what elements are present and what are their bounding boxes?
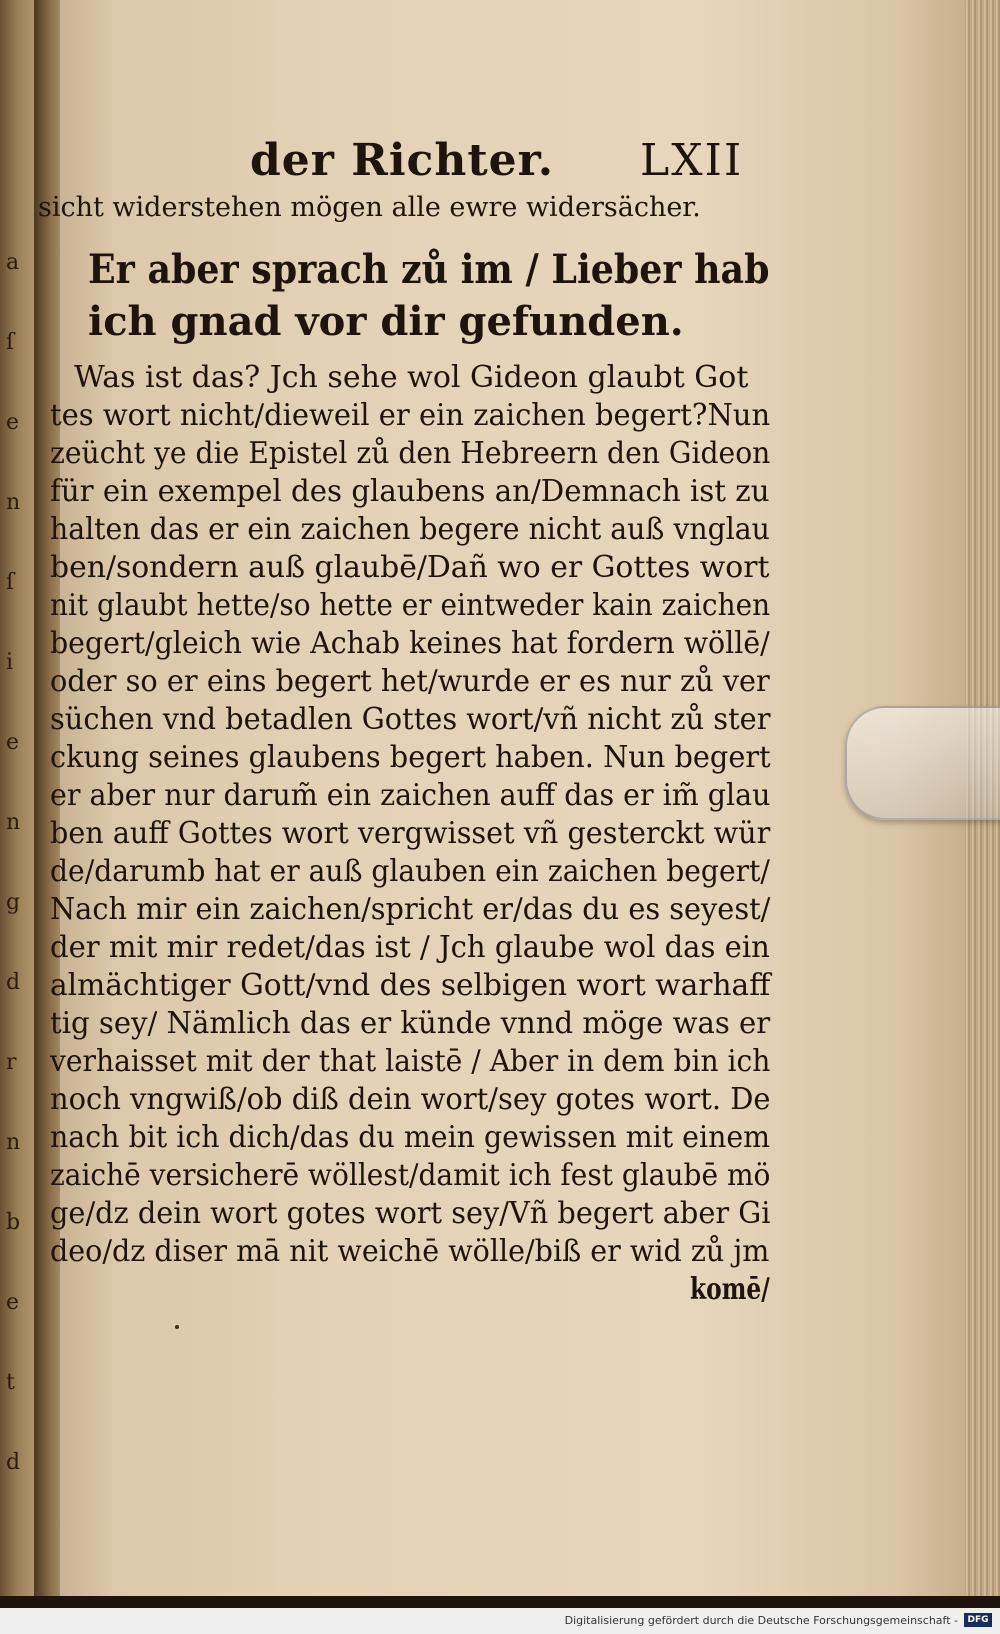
- text-line: nit glaubt hette/so hette er eintweder kain zaichen: [50, 588, 771, 623]
- text-line: für ein exempel des glaubens an/Demnach ist zu: [50, 474, 770, 509]
- text-line: nach bit ich dich/das du mein gewissen mit einem: [50, 1120, 771, 1155]
- text-line: ge/dz dein wort gotes wort sey/Vñ begert aber Gi: [50, 1196, 771, 1231]
- dfg-logo: DFG: [964, 1613, 992, 1627]
- left-page-fragment: n: [6, 490, 21, 515]
- text-line: der mit mir redet/das ist / Jch glaube wol das ein: [50, 930, 770, 965]
- text-line: de/darumb hat er auß glauben ein zaichen begert/: [50, 854, 770, 889]
- left-page-fragment: g: [6, 890, 21, 915]
- text-line: ckung seines glaubens begert haben. Nun begert: [50, 740, 771, 775]
- catchword: komē/: [690, 1272, 770, 1307]
- folio-number: LXII: [640, 135, 744, 186]
- left-page-fragment: r: [6, 1050, 17, 1075]
- left-page-fragment: n: [6, 810, 21, 835]
- left-page-fragment: e: [6, 1290, 20, 1315]
- text-line: begert/gleich wie Achab keines hat fordern wöllē/: [50, 626, 770, 661]
- left-page-fragment: ſ: [6, 570, 15, 595]
- text-line: Nach mir ein zaichen/spricht er/das du es seyest/: [50, 892, 771, 927]
- left-page-fragment: d: [6, 970, 21, 995]
- funding-credit: Digitalisierung gefördert durch die Deutsche Forschungsgemeinschaft -: [564, 1614, 958, 1627]
- text-line: halten das er ein zaichen begere nicht auß vnglau: [50, 512, 770, 547]
- left-page-fragment: n: [6, 1130, 21, 1155]
- text-line: ben/sondern auß glaubē/Dañ wo er Gottes wort: [50, 550, 770, 585]
- left-page-fragment: i: [6, 650, 14, 675]
- text-line: deo/dz diser mā nit weichē wölle/biß er wid zů jm: [50, 1234, 770, 1269]
- text-line: sicht widerstehen mögen alle ewre widersächer.: [38, 192, 701, 223]
- heading-line: ich gnad vor dir gefunden.: [88, 298, 684, 345]
- text-line: süchen vnd betadlen Gottes wort/vñ nicht zů ster: [50, 702, 771, 737]
- text-line: oder so er eins begert het/wurde er es nur zů ver: [50, 664, 770, 699]
- text-line: tes wort nicht/dieweil er ein zaichen begert?Nun: [50, 398, 771, 433]
- text-line: verhaisset mit der that laistē / Aber in dem bin ich: [50, 1044, 771, 1079]
- left-page-fragment: e: [6, 730, 20, 755]
- left-page-fragment: d: [6, 1450, 21, 1475]
- text-line: ben auff Gottes wort vergwisset vñ gesterckt wür: [50, 816, 771, 851]
- heading-line: Er aber sprach zů im / Lieber hab: [88, 246, 770, 293]
- left-page-fragment: a: [6, 250, 20, 275]
- scan-bottom-shadow: [0, 1596, 1000, 1608]
- text-line: noch vngwiß/ob diß dein wort/sey gotes wort. De: [50, 1082, 771, 1117]
- text-line: zeücht ye die Epistel zů den Hebreern den Gideon: [50, 436, 771, 471]
- left-page-fragment: b: [6, 1210, 21, 1235]
- ink-speck: [175, 1325, 179, 1329]
- text-line: tig sey/ Nämlich das er künde vnnd möge was er: [50, 1006, 771, 1041]
- running-title: der Richter.: [250, 135, 555, 186]
- footer-bar: [0, 1608, 1000, 1634]
- text-line: Was ist das? Jch sehe wol Gideon glaubt Got: [74, 360, 749, 395]
- text-line: almächtiger Gott/vnd des selbigen wort warhaff: [50, 968, 771, 1003]
- left-page-fragment: ſ: [6, 330, 15, 355]
- left-page-fragment: t: [6, 1370, 15, 1395]
- viewer-page-turn-handle[interactable]: [845, 706, 1000, 820]
- text-line: er aber nur darum̃ ein zaichen auff das er im̃ glau: [50, 778, 771, 813]
- left-page-fragment: e: [6, 410, 20, 435]
- text-line: zaichē versicherē wöllest/damit ich fest glaubē mö: [50, 1158, 771, 1193]
